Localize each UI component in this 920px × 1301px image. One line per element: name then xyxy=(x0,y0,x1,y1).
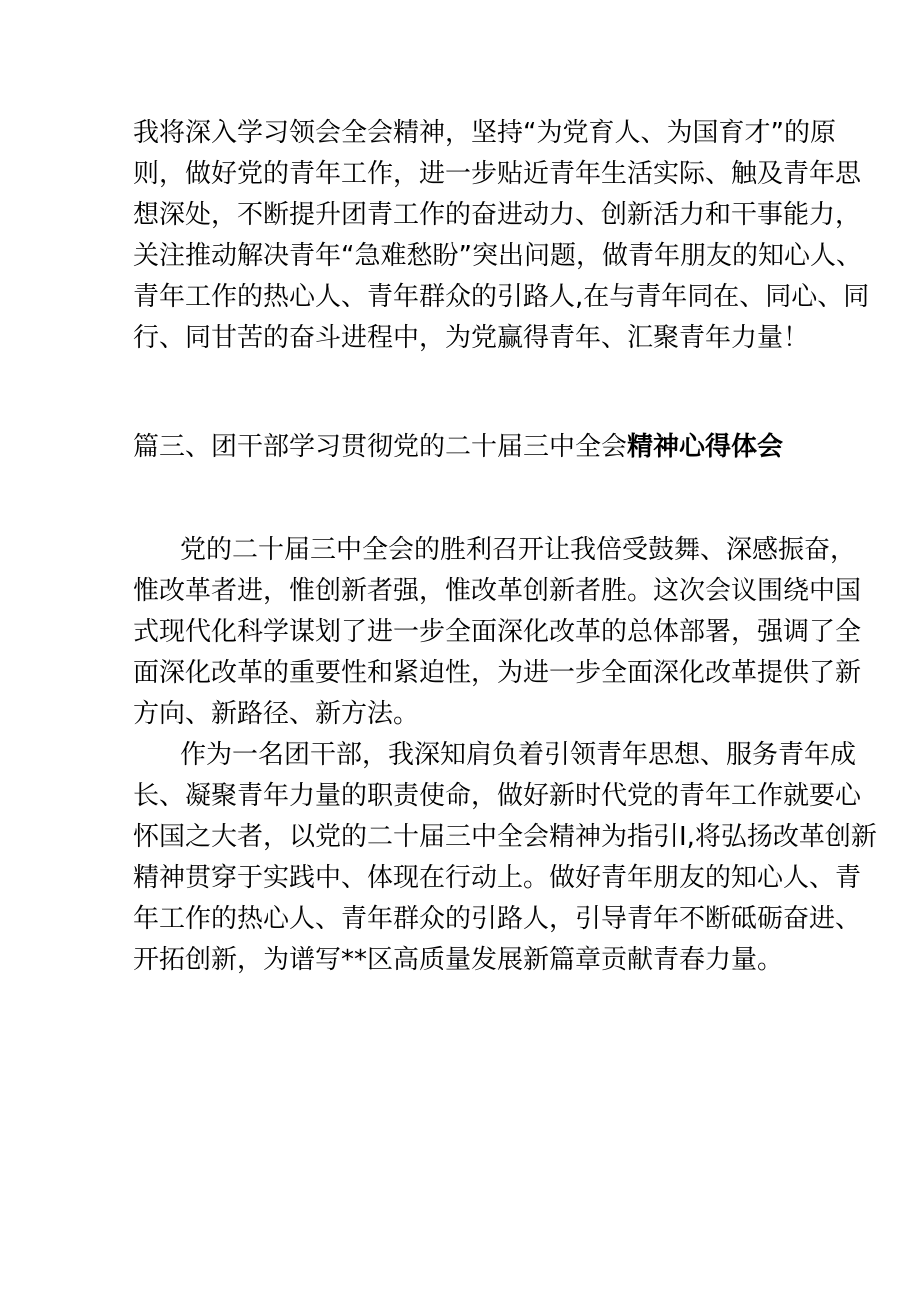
heading-normal-text: 篇三、团干部学习贯彻党的二十届三中全会 xyxy=(133,432,628,462)
paragraph-line: 长、凝聚青年力量的职责使命，做好新时代党的青年工作就要心 xyxy=(133,781,862,811)
paragraph-line: 精神贯穿于实践中、体现在行动上。做好青年朋友的知心人、青 xyxy=(133,863,862,893)
paragraph-line: 作为一名团干部，我深知肩负着引领青年思想、服务青年成 xyxy=(180,740,857,770)
paragraph-line: 怀国之大者，以党的二十届三中全会精神为指引I,将弘扬改革创新 xyxy=(133,822,877,852)
heading-bold-text: 精神心得体会 xyxy=(627,432,784,462)
paragraph-line: 惟改革者进，惟创新者强，惟改革创新者胜。这次会议围绕中国 xyxy=(133,576,862,606)
paragraph-line: 开拓创新，为谱写**区高质量发展新篇章贡献青春力量。 xyxy=(133,945,784,975)
paragraph-line: 关注推动解决青年“急难愁盼”突出问题，做青年朋友的知心人、 xyxy=(133,241,862,271)
paragraph-line: 想深处，不断提升团青工作的奋进动力、创新活力和干事能力， xyxy=(133,200,862,230)
paragraph-line: 青年工作的热心人、青年群众的引路人,在与青年同在、同心、同 xyxy=(133,282,870,312)
paragraph-line: 党的二十届三中全会的胜利召开让我倍受鼓舞、深感振奋， xyxy=(180,535,857,565)
paragraph-line: 年工作的热心人、青年群众的引路人，引导青年不断砥砺奋进、 xyxy=(133,904,862,934)
paragraph-line: 方向、新路径、新方法。 xyxy=(133,699,420,729)
section-heading xyxy=(133,429,783,465)
paragraph-line: 面深化改革的重要性和紧迫性，为进一步全面深化改革提供了新 xyxy=(133,658,862,688)
paragraph-line: 我将深入学习领会全会精神，坚持“为党育人、为国育才”的原 xyxy=(133,118,836,148)
paragraph-line: 则，做好党的青年工作，进一步贴近青年生活实际、触及青年思 xyxy=(133,159,862,189)
paragraph-line: 式现代化科学谋划了进一步全面深化改革的总体部署，强调了全 xyxy=(133,617,862,647)
paragraph-line: 行、同甘苦的奋斗进程中，为党赢得青年、汇聚青年力量！ xyxy=(133,323,810,353)
